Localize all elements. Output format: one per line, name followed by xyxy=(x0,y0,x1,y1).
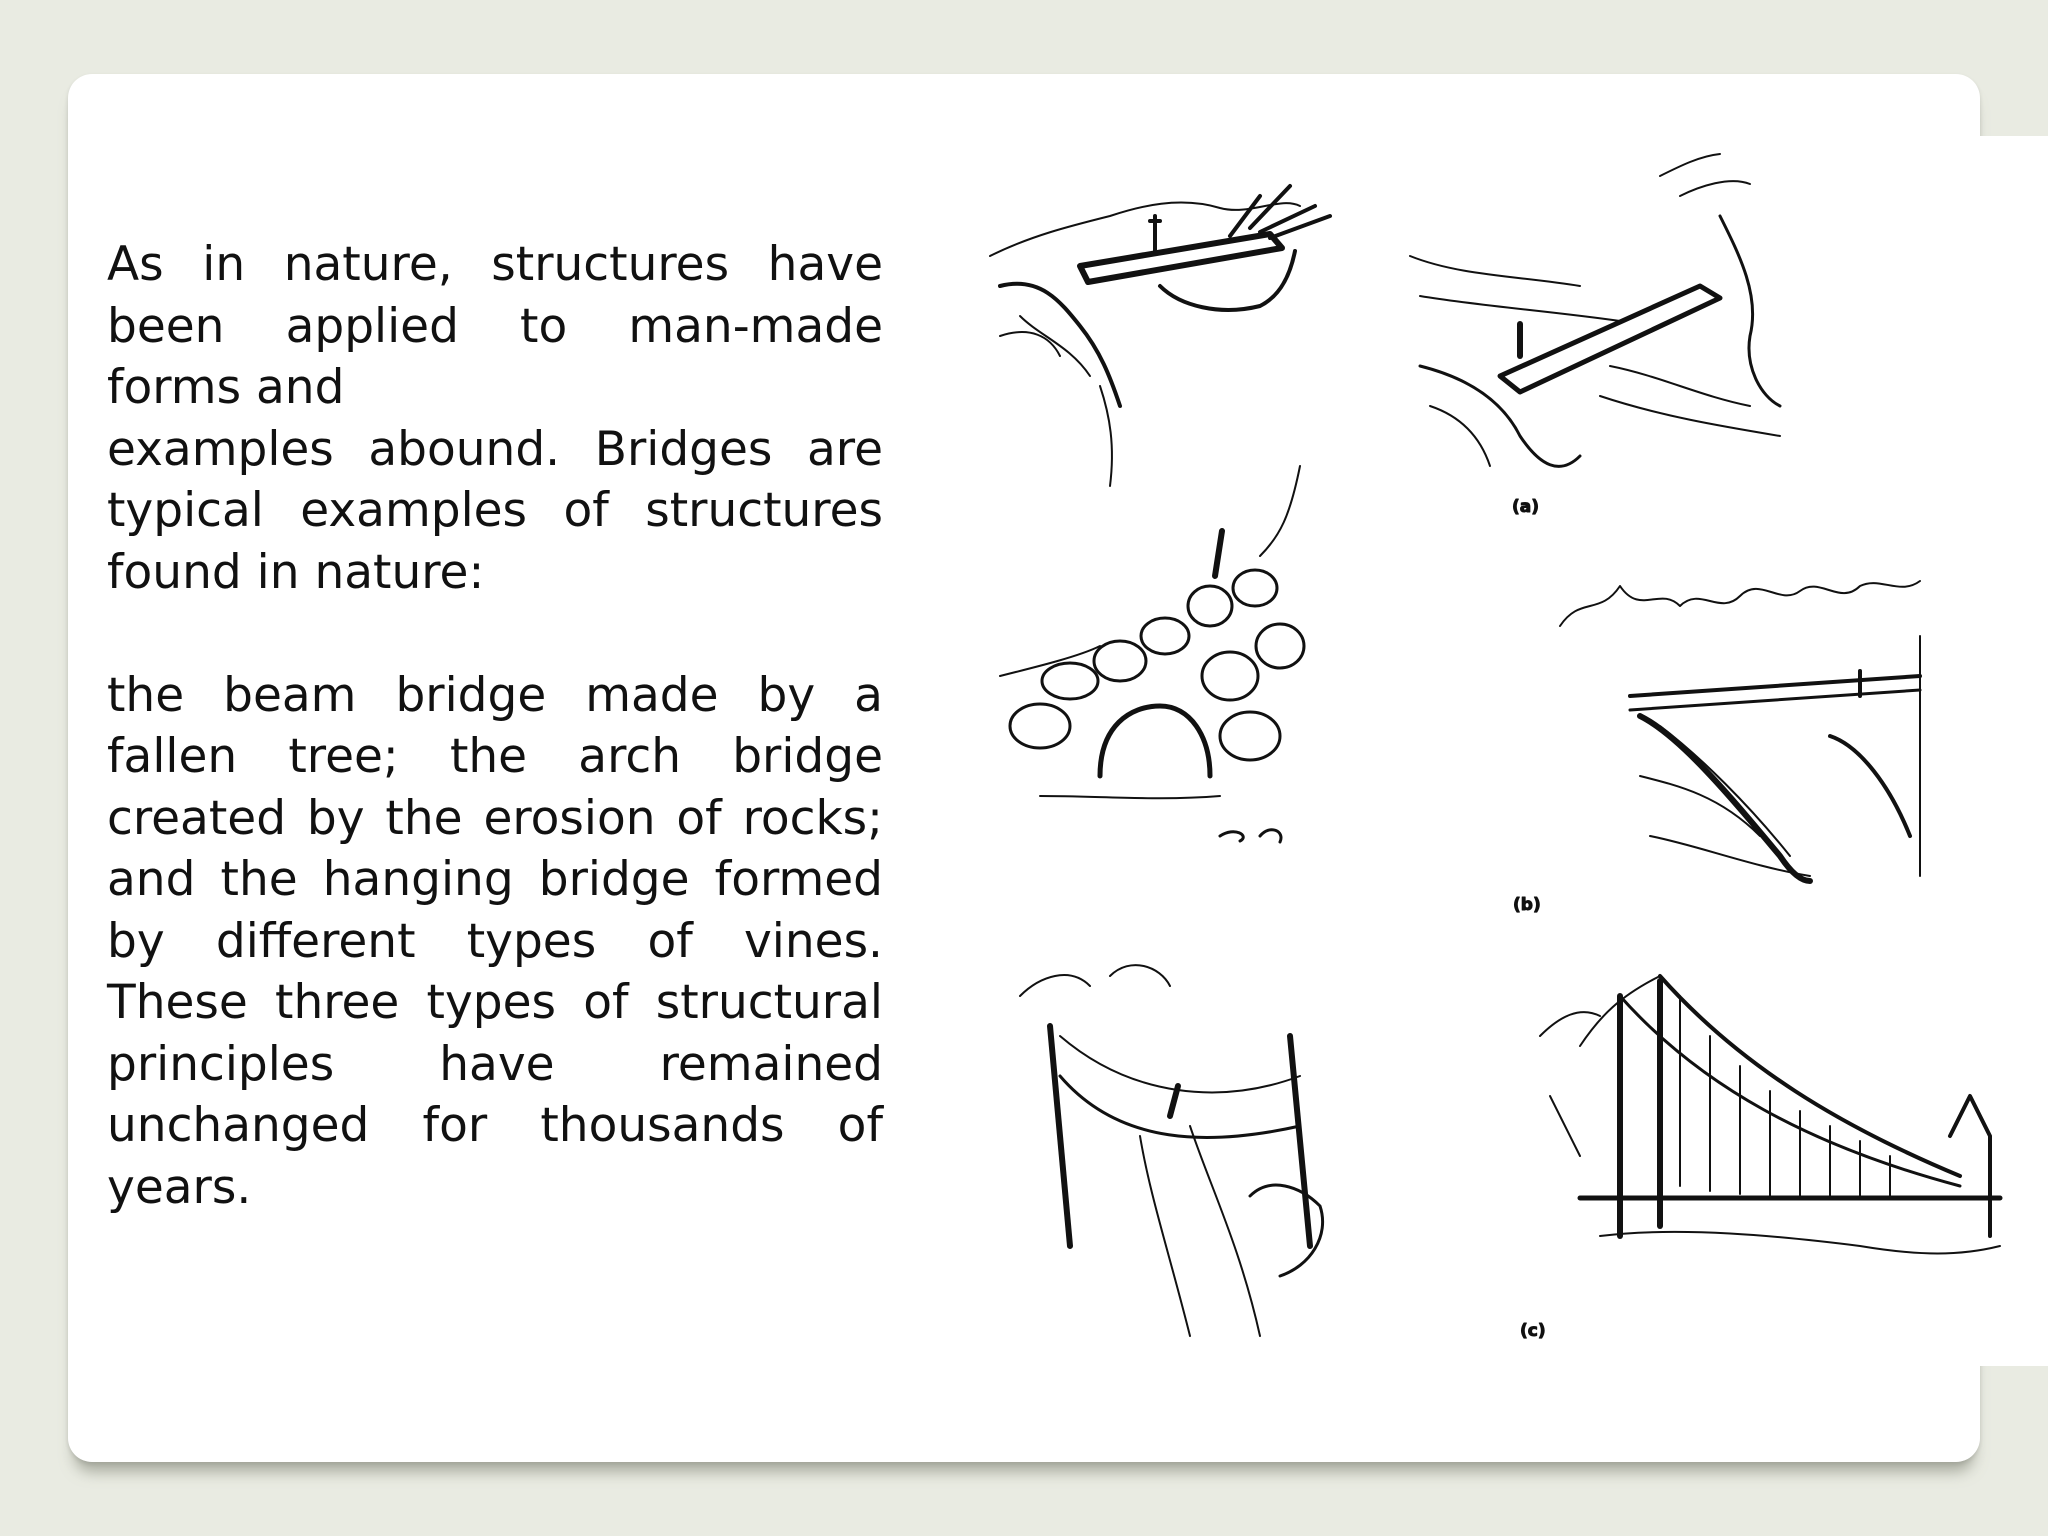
intro-line-1: As in nature, structures have been applied to man-made forms and xyxy=(107,237,883,415)
intro-line-2: examples abound. Bridges are typical examples of structures found in nature: xyxy=(107,421,883,600)
bridge-sketches xyxy=(960,136,2048,1366)
fallen-tree-bridge-sketch xyxy=(990,186,1330,486)
suspension-bridge-sketch xyxy=(1540,976,2000,1254)
figure-label-c: (c) xyxy=(1520,1321,1546,1341)
plank-bridge-sketch xyxy=(1410,154,1780,466)
bridge-illustrations xyxy=(960,136,2048,1366)
slide-text xyxy=(107,234,883,1218)
body-paragraph: the beam bridge made by a fallen tree; the arch bridge created by the erosion of rocks; and the hanging bridge formed by different types of vines. These three types of structural principles have remained unchanged for thousands of years. xyxy=(107,667,883,1215)
figure-label-a: (a) xyxy=(1512,497,1540,517)
concrete-arch-bridge-sketch xyxy=(1560,581,1920,881)
paragraph-gap xyxy=(107,603,883,665)
vine-hanging-bridge-sketch xyxy=(1020,965,1323,1336)
figure-label-b: (b) xyxy=(1513,895,1541,915)
rock-arch-bridge-sketch xyxy=(1000,466,1304,842)
